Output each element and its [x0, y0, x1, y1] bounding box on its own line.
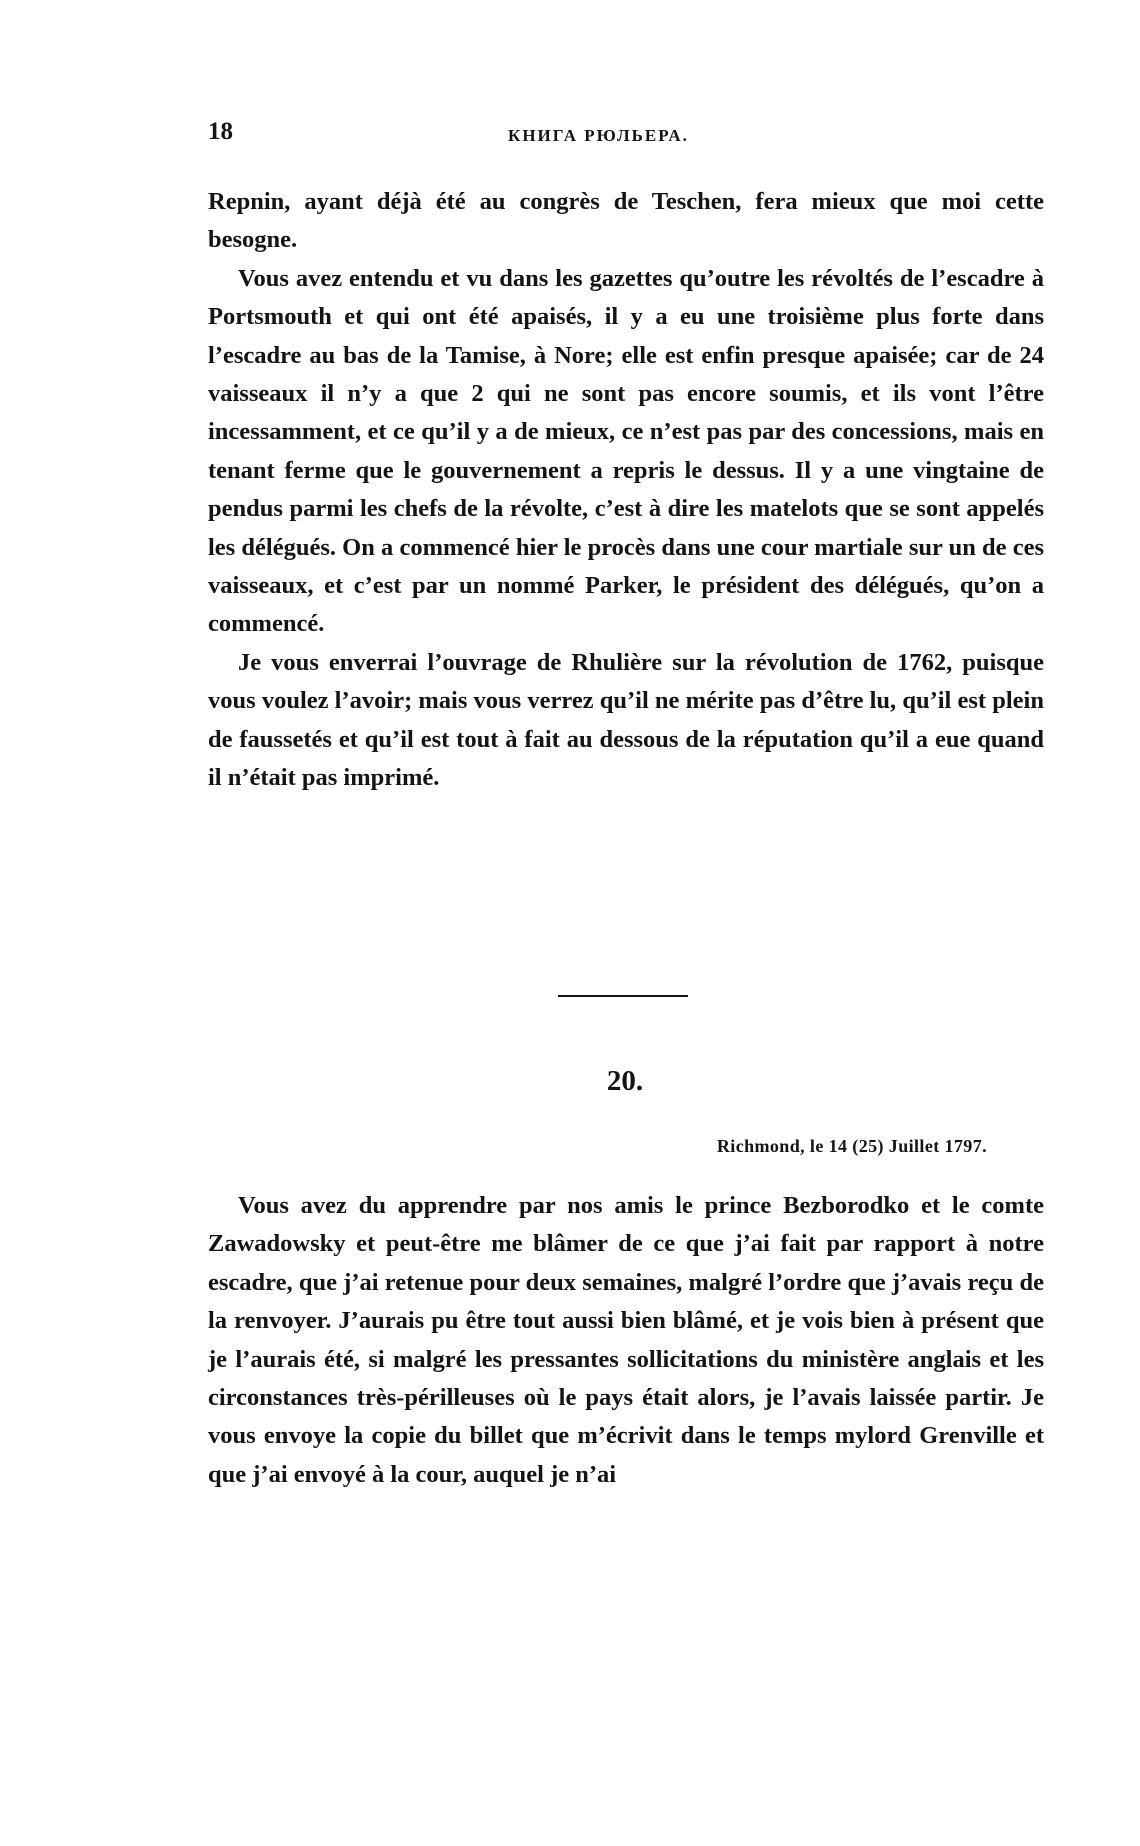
body-text-continued — [208, 183, 1044, 798]
running-title: КНИГА РЮЛЬЕРА. — [508, 126, 689, 145]
page-header — [208, 118, 1044, 158]
paragraph: Vous avez du apprendre par nos amis le prince Bezborodko et le comte Zawadowsky et peut-être me blâmer de ce que j’ai fait par rapport à notre escadre, que j’ai retenue pour deux semaines, malgré l’ordre que j’avais reçu de la renvoyer. J’aurais pu être tout aussi bien blâmé, et je vois bien à présent que je l’aurais été, si malgré les pressantes sollicitations du ministère anglais et les circonstances très-périlleuses où le pays était alors, je l’avais laissée partir. Je vous envoye la copie du billet que m’écrivit dans le temps mylord Grenville et que j’ai envoyé à la cour, auquel je n’ai — [208, 1192, 1044, 1488]
letter-body — [208, 1187, 1044, 1494]
letter-place-date: Richmond, le 14 (25) Juillet 1797. — [716, 1136, 987, 1156]
paragraph: Vous avez entendu et vu dans les gazettes qu’outre les révoltés de l’escadre à Portsmouth et qui ont été apaisés, il y a eu une troisième plus forte dans l’escadre au bas de la Tamise, à Nore; elle est enfin presque apaisée; car de 24 vaisseaux il n’y a que 2 qui ne sont pas encore soumis, et ils vont l’être incessamment, et ce qu’il y a de mieux, ce n’est pas par des concessions, mais en tenant ferme que le gouvernement a repris le dessus. Il y a une vingtaine de pendus parmi les chefs de la révolte, c’est à dire les matelots que se sont appelés les délégués. On a commencé hier le procès dans une cour martiale sur un de ces vaisseaux, et c’est par un nommé Parker, le président des délégués, qu’on a commencé. — [208, 264, 1044, 638]
page-number: 18 — [208, 118, 233, 145]
paragraph: Repnin, ayant déjà été au congrès de Teschen, fera mieux que moi cette besogne. — [208, 188, 1044, 254]
letter-number: 20. — [606, 1065, 644, 1097]
section-divider — [558, 995, 688, 997]
paragraph: Je vous enverrai l’ouvrage de Rhulière sur la révolution de 1762, puisque vous voulez l’avoir; mais vous verrez qu’il ne mérite pas d’être lu, qu’il est plein de faussetés et qu’il est tout à fait au dessous de la réputation qu’il a eue quand il n’était pas imprimé. — [208, 648, 1044, 792]
